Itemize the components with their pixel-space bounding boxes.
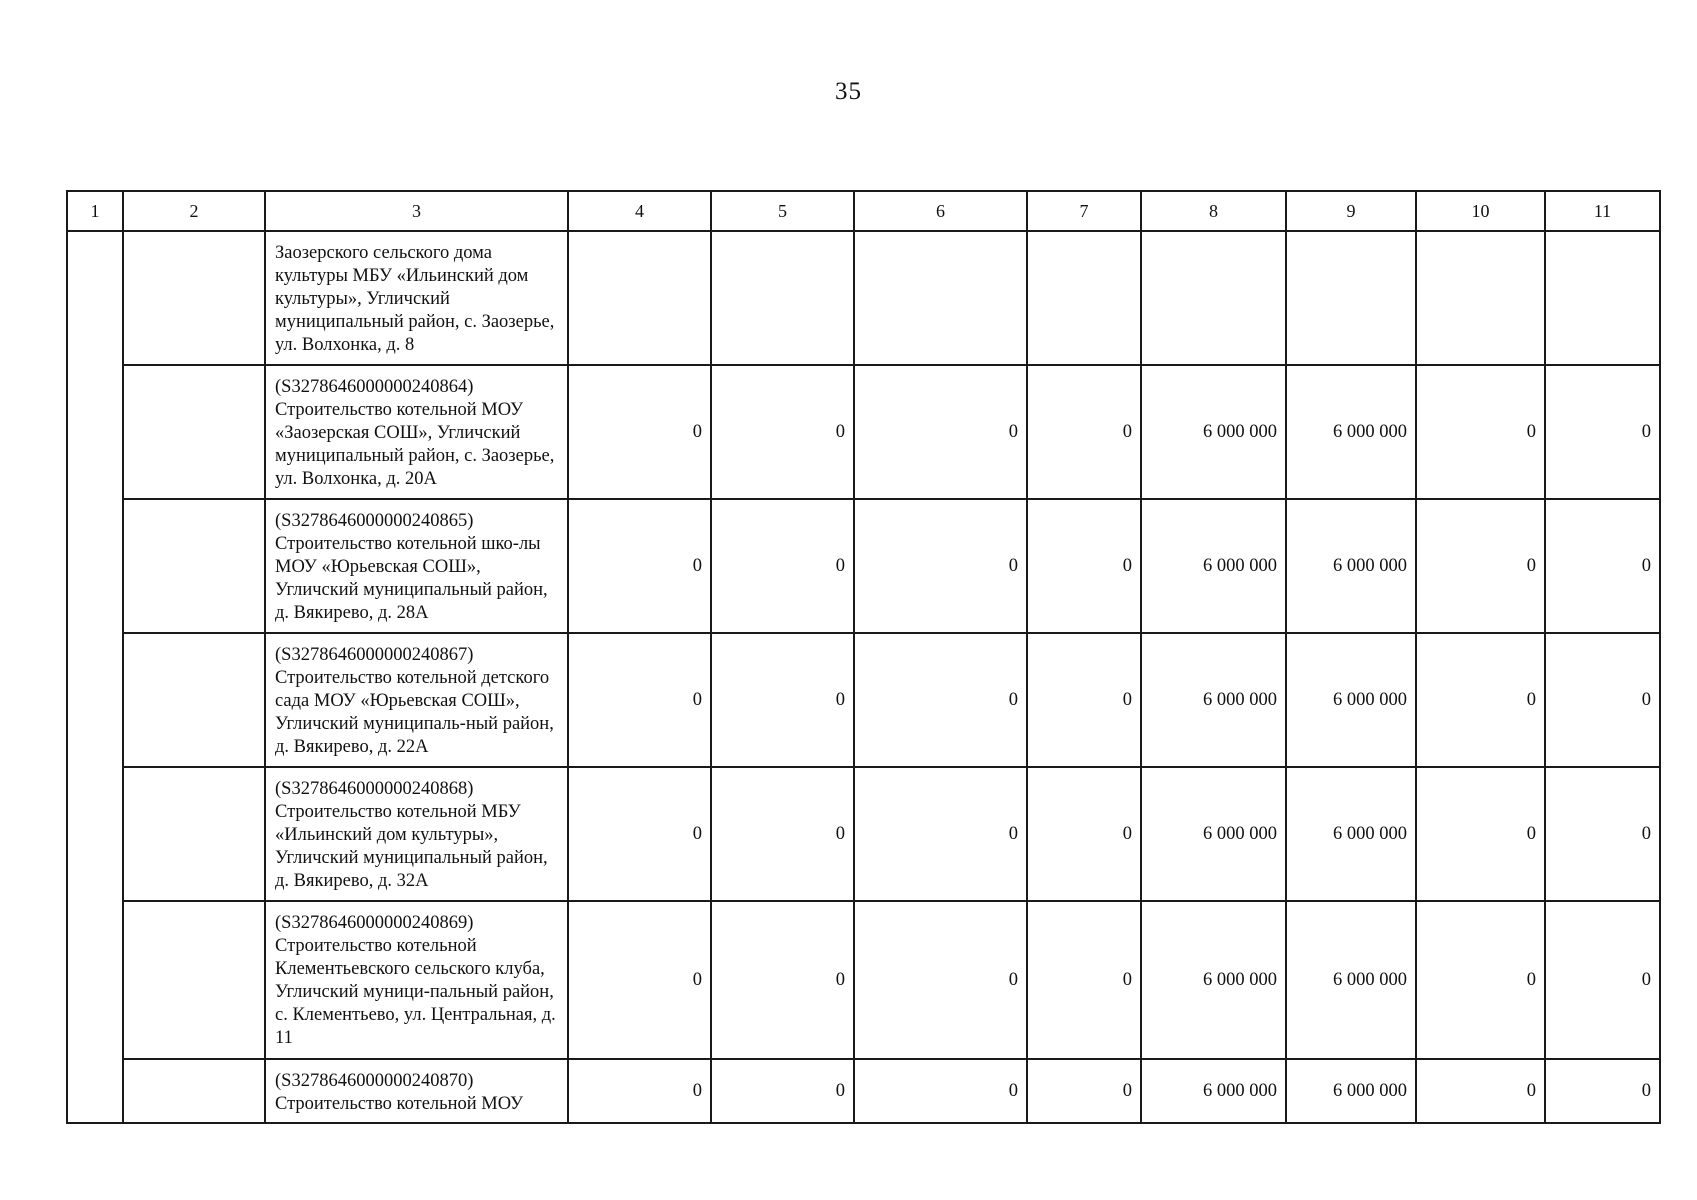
value-cell: 6 000 000	[1141, 633, 1286, 767]
cell-col2	[123, 231, 265, 365]
object-description: (S3278646000000240870) Строительство котельной МОУ	[265, 1059, 568, 1123]
value-cell: 0	[568, 1059, 711, 1123]
value-cell: 0	[1545, 901, 1660, 1059]
value-cell: 0	[854, 901, 1027, 1059]
value-cell: 0	[711, 499, 854, 633]
value-cell: 0	[1545, 365, 1660, 499]
value-cell: 0	[1545, 1059, 1660, 1123]
value-cell: 0	[1416, 365, 1545, 499]
column-header: 2	[123, 191, 265, 231]
value-cell	[1027, 231, 1141, 365]
column-header: 11	[1545, 191, 1660, 231]
value-cell: 0	[1027, 633, 1141, 767]
column-header: 4	[568, 191, 711, 231]
value-cell: 6 000 000	[1141, 901, 1286, 1059]
value-cell	[711, 231, 854, 365]
cell-col2	[123, 901, 265, 1059]
value-cell: 0	[568, 633, 711, 767]
column-header: 10	[1416, 191, 1545, 231]
value-cell: 0	[1545, 767, 1660, 901]
header-row	[67, 191, 1660, 231]
value-cell: 0	[1416, 499, 1545, 633]
column-header: 1	[67, 191, 123, 231]
value-cell: 6 000 000	[1286, 901, 1416, 1059]
value-cell: 0	[1416, 767, 1545, 901]
value-cell: 0	[1416, 633, 1545, 767]
value-cell	[854, 231, 1027, 365]
value-cell: 6 000 000	[1141, 365, 1286, 499]
table-row	[67, 499, 1660, 633]
value-cell: 0	[1416, 901, 1545, 1059]
value-cell	[1286, 231, 1416, 365]
column-header: 3	[265, 191, 568, 231]
value-cell: 0	[854, 633, 1027, 767]
cell-col2	[123, 767, 265, 901]
column-header: 9	[1286, 191, 1416, 231]
value-cell: 0	[711, 901, 854, 1059]
table-row	[67, 1059, 1660, 1123]
value-cell: 6 000 000	[1286, 1059, 1416, 1123]
value-cell: 0	[711, 1059, 854, 1123]
table-row	[67, 365, 1660, 499]
value-cell: 6 000 000	[1286, 365, 1416, 499]
value-cell: 0	[1545, 633, 1660, 767]
object-description: (S3278646000000240864) Строительство котельной МОУ «Заозерская СОШ», Угличский муниципальный район, с. Заозерье, ул. Волхонка, д. 20А	[265, 365, 568, 499]
object-description: Заозерского сельского дома культуры МБУ «Ильинский дом культуры», Угличский муниципальный район, с. Заозерье, ул. Волхонка, д. 8	[265, 231, 568, 365]
table-row	[67, 231, 1660, 365]
object-description: (S3278646000000240868) Строительство котельной МБУ «Ильинский дом культуры», Угличский муниципальный район, д. Вякирево, д. 32А	[265, 767, 568, 901]
value-cell: 0	[854, 767, 1027, 901]
value-cell	[1545, 231, 1660, 365]
value-cell: 0	[711, 633, 854, 767]
value-cell: 6 000 000	[1141, 767, 1286, 901]
value-cell: 0	[711, 767, 854, 901]
group-cell-col1	[67, 231, 123, 1123]
table-row	[67, 633, 1660, 767]
column-header: 6	[854, 191, 1027, 231]
value-cell: 0	[1545, 499, 1660, 633]
value-cell: 6 000 000	[1286, 633, 1416, 767]
table-row	[67, 901, 1660, 1059]
table-row	[67, 767, 1660, 901]
cell-col2	[123, 633, 265, 767]
value-cell: 0	[1027, 901, 1141, 1059]
object-description: (S3278646000000240867) Строительство котельной детского сада МОУ «Юрьевская СОШ», Угличский муниципаль-ный район, д. Вякирево, д. 22А	[265, 633, 568, 767]
cell-col2	[123, 499, 265, 633]
object-description: (S3278646000000240869) Строительство котельной Клементьевского сельского клуба, Угличский муници-пальный район, с. Клементьево, ул. Центральная, д. 11	[265, 901, 568, 1059]
value-cell: 0	[854, 1059, 1027, 1123]
value-cell: 0	[1027, 365, 1141, 499]
value-cell: 0	[1027, 767, 1141, 901]
column-header: 7	[1027, 191, 1141, 231]
value-cell: 6 000 000	[1141, 499, 1286, 633]
cell-col2	[123, 1059, 265, 1123]
value-cell	[1141, 231, 1286, 365]
value-cell: 0	[711, 365, 854, 499]
value-cell: 0	[568, 901, 711, 1059]
value-cell	[568, 231, 711, 365]
page-number: 35	[835, 78, 862, 105]
value-cell	[1416, 231, 1545, 365]
value-cell: 0	[1416, 1059, 1545, 1123]
object-description: (S3278646000000240865) Строительство котельной шко-лы МОУ «Юрьевская СОШ», Угличский муниципальный район, д. Вякирево, д. 28А	[265, 499, 568, 633]
column-header: 5	[711, 191, 854, 231]
value-cell: 0	[568, 499, 711, 633]
value-cell: 0	[1027, 1059, 1141, 1123]
value-cell: 6 000 000	[1286, 767, 1416, 901]
value-cell: 0	[854, 365, 1027, 499]
value-cell: 6 000 000	[1141, 1059, 1286, 1123]
cell-col2	[123, 365, 265, 499]
value-cell: 0	[568, 365, 711, 499]
value-cell: 6 000 000	[1286, 499, 1416, 633]
value-cell: 0	[1027, 499, 1141, 633]
value-cell: 0	[568, 767, 711, 901]
column-header: 8	[1141, 191, 1286, 231]
budget-table	[66, 190, 1661, 1124]
value-cell: 0	[854, 499, 1027, 633]
